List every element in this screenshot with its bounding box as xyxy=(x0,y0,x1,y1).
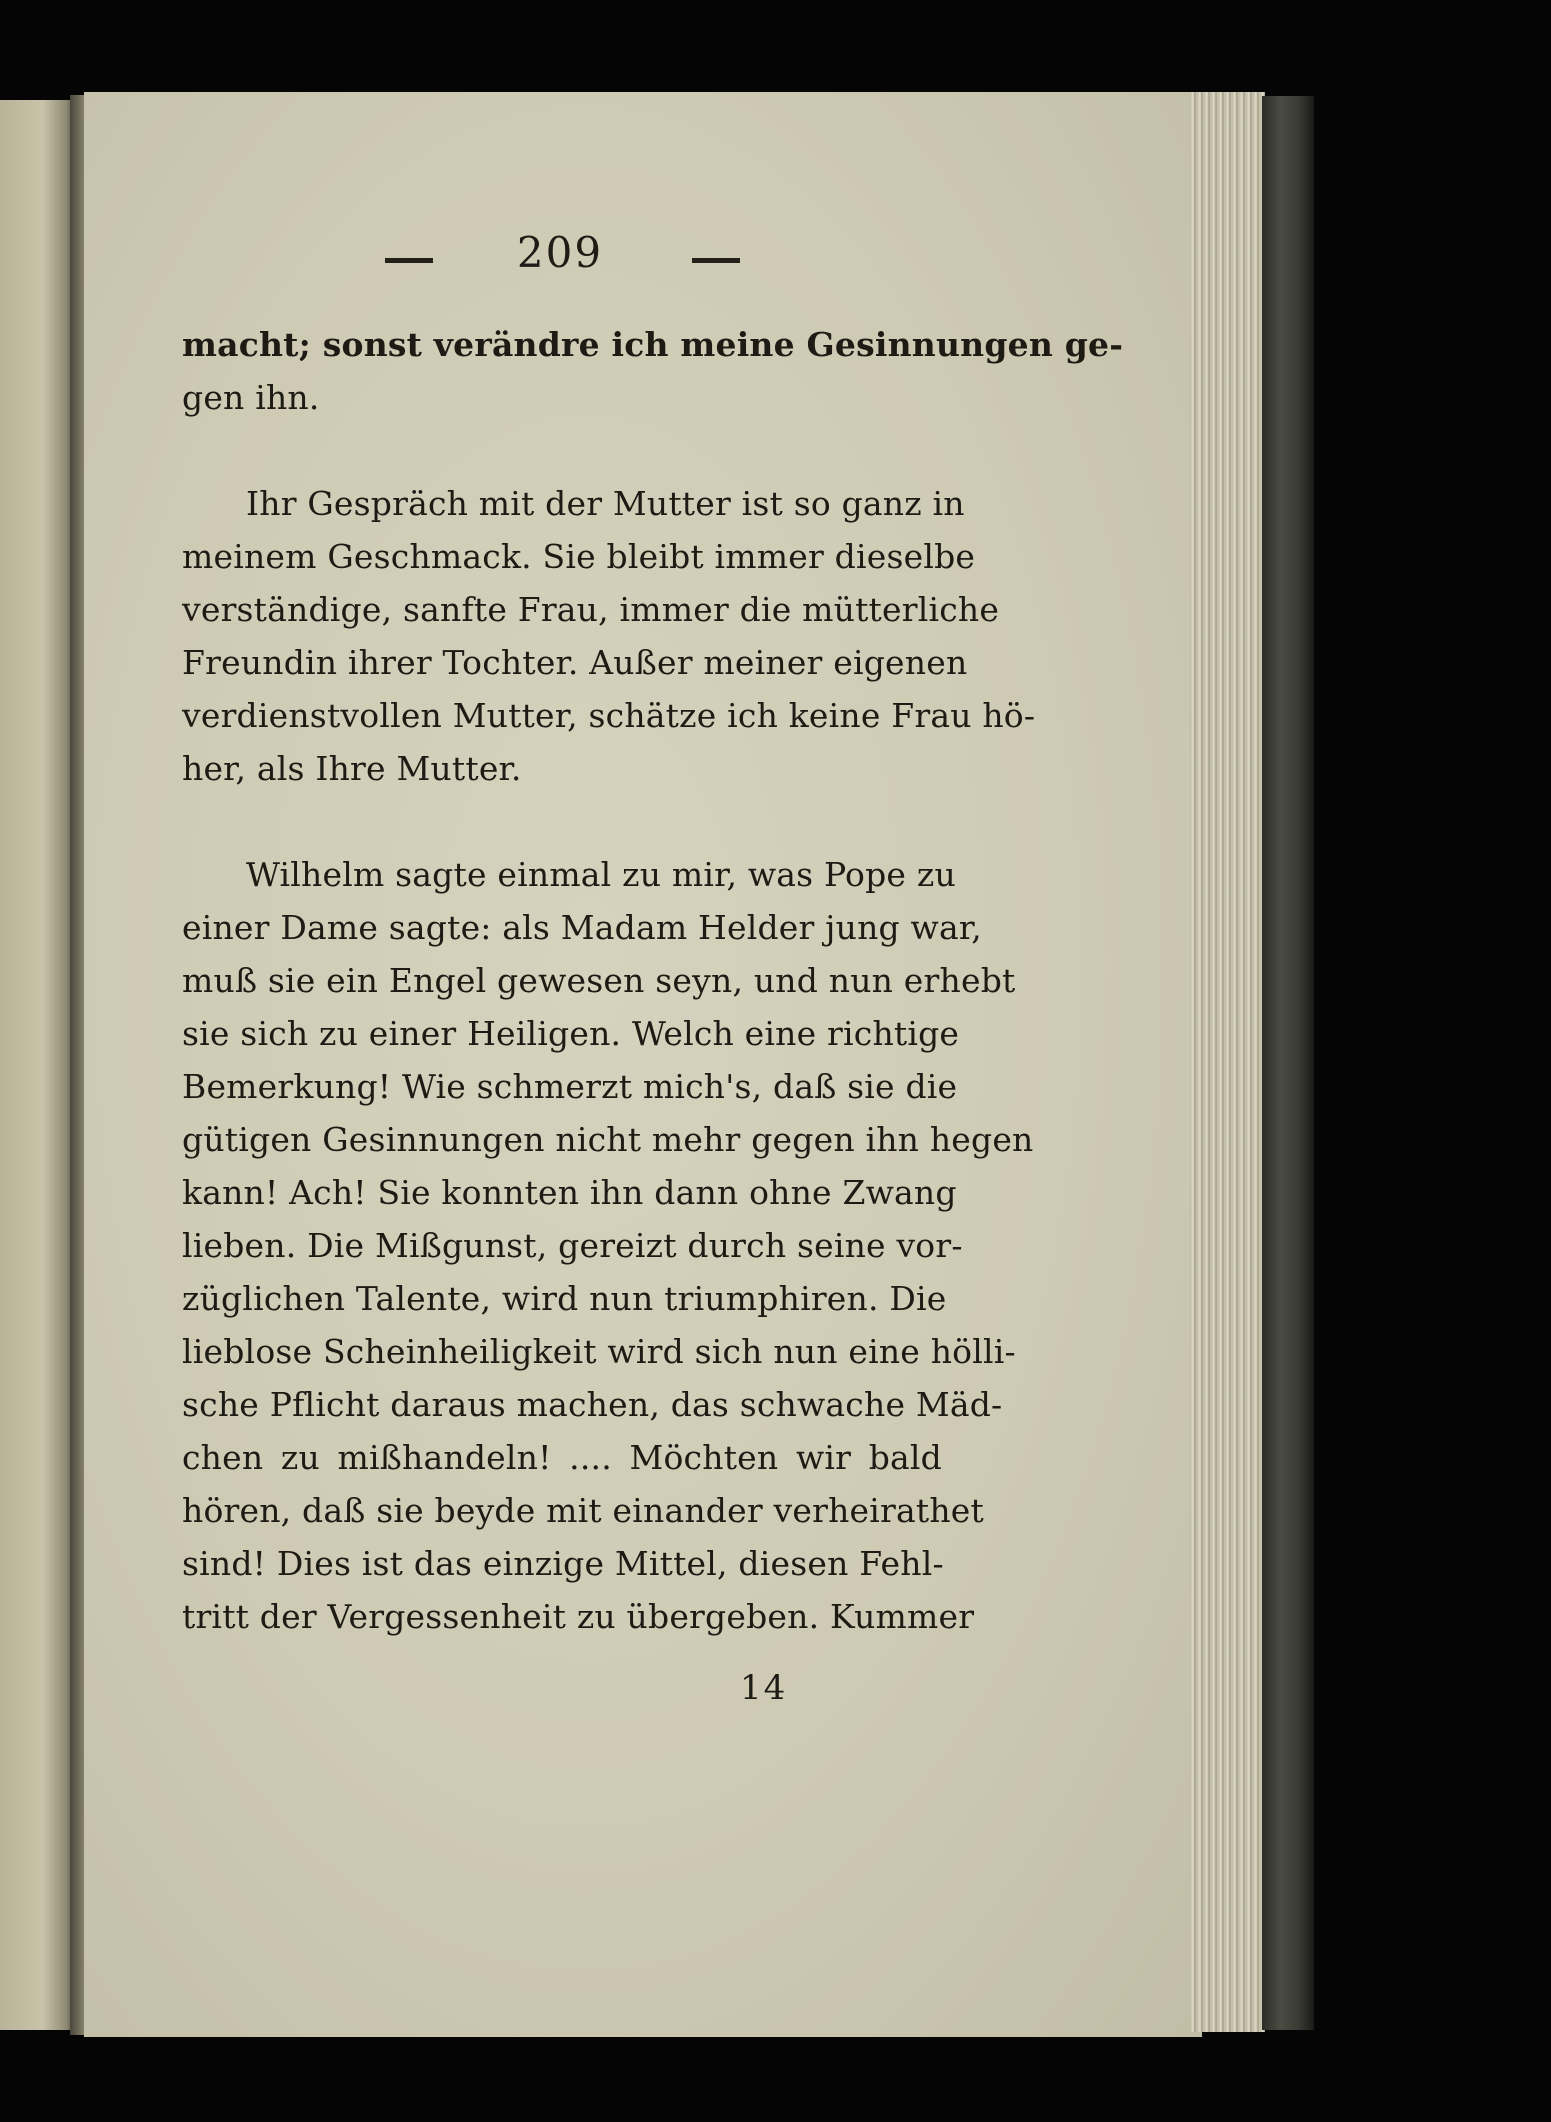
text-line: sie sich zu einer Heiligen. Welch eine richtige xyxy=(182,1014,960,1053)
paragraph-gap xyxy=(182,795,942,848)
text-line: einer Dame sagte: als Madam Helder jung war, xyxy=(182,908,982,947)
left-page-edge xyxy=(0,100,78,2030)
text-line: kann! Ach! Sie konnten ihn dann ohne Zwang xyxy=(182,1173,957,1212)
text-line: gütigen Gesinnungen nicht mehr gegen ihn hegen xyxy=(182,1120,1034,1159)
text-line: hören, daß sie beyde mit einander verheirathet xyxy=(182,1491,984,1530)
text-line: her, als Ihre Mutter. xyxy=(182,749,522,788)
header-dash-right xyxy=(692,258,740,263)
book-cover-edge xyxy=(1262,96,1314,2030)
text-line: Bemerkung! Wie schmerzt mich's, daß sie die xyxy=(182,1067,958,1106)
paragraph-gap xyxy=(182,424,942,477)
text-line: Wilhelm sagte einmal zu mir, was Pope zu xyxy=(246,855,956,894)
running-header xyxy=(380,228,740,298)
text-line: tritt der Vergessenheit zu übergeben. Kummer xyxy=(182,1597,975,1636)
signature-mark: 14 xyxy=(740,1668,788,1708)
page-edges xyxy=(1190,92,1265,2032)
text-line: muß sie ein Engel gewesen seyn, und nun erhebt xyxy=(182,961,1016,1000)
text-line: verdienstvollen Mutter, schätze ich keine Frau hö- xyxy=(182,696,1036,735)
text-line: Freundin ihrer Tochter. Außer meiner eigenen xyxy=(182,643,968,682)
text-line: macht; sonst verändre ich meine Gesinnungen ge- xyxy=(182,325,1124,364)
text-line: züglichen Talente, wird nun triumphiren. Die xyxy=(182,1279,947,1318)
text-line: sche Pflicht daraus machen, das schwache Mäd- xyxy=(182,1385,1003,1424)
text-line: gen ihn. xyxy=(182,378,320,417)
text-line: Ihr Gespräch mit der Mutter ist so ganz in xyxy=(246,484,965,523)
text-line: meinem Geschmack. Sie bleibt immer dieselbe xyxy=(182,537,976,576)
text-line: lieben. Die Mißgunst, gereizt durch seine vor- xyxy=(182,1226,963,1265)
text-line: sind! Dies ist das einzige Mittel, diesen Fehl- xyxy=(182,1544,944,1583)
header-dash-left xyxy=(385,258,433,263)
body-text xyxy=(182,318,1124,1643)
page-number: 209 xyxy=(516,228,604,277)
text-line: verständige, sanfte Frau, immer die mütterliche xyxy=(182,590,1000,629)
text-line: chen zu mißhandeln! .... Möchten wir bald xyxy=(182,1438,942,1477)
text-line: lieblose Scheinheiligkeit wird sich nun eine hölli- xyxy=(182,1332,1016,1371)
